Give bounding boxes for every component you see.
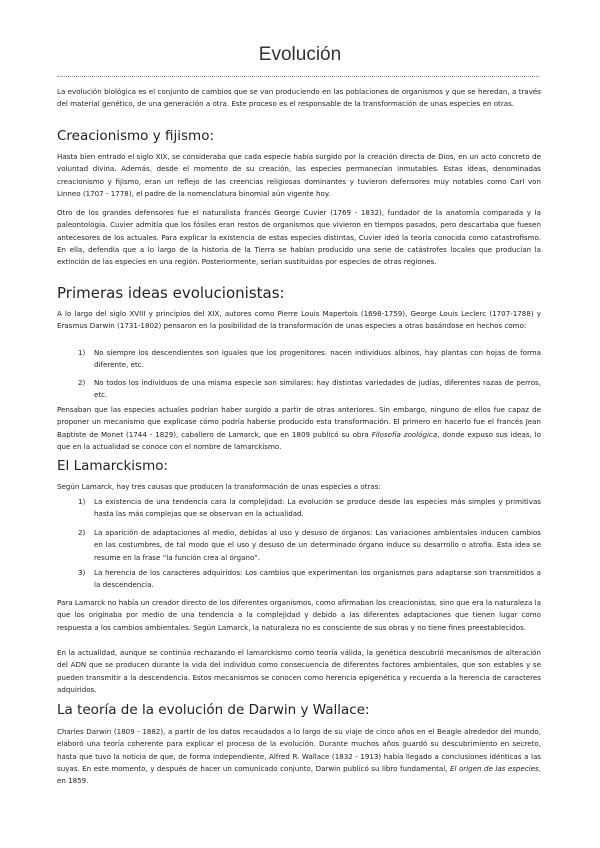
lamarckismo-paragraph-1: Según Lamarck, hay tres causas que producen la transformación de unas especies a otras: <box>57 482 381 491</box>
primeras-paragraph-2-start: Pensaban que las especies actuales podrían haber surgido a partir de otras anteriores. Sin embargo, ninguno de ellos fue capaz de proponer un mecanismo que explicase cómo podría haberse producido esta transformación. El primero en hacerlo fue el francés Jean Baptiste de Monet (1744 - 1829), caballero de Lamarck, que en 1809 publicó su obra <box>57 405 541 439</box>
book-title-origen: El origen de las especies <box>449 763 539 773</box>
list-item-text: La aparición de adaptaciones al medio, debidas al uso y desuso de órganos: Las variaciones ambientales inducen cambios en las costumbres, de tal modo que el uso y desuso de un determinado órgano induce su desarrollo o atrofia. Esta idea se resume en la frase “la función crea al órgano”. <box>94 528 541 562</box>
list-item-text: No todos los individuos de una misma especie son similares: hay distintas variedades de judías, diferentes razas de perros, etc. <box>94 378 541 400</box>
darwin-paragraph-start: Charles Darwin (1809 - 1882), a partir de los datos recaudados a lo largo de su viaje de cinco años en el Beagle alrededor del mundo, elaboró una teoría coherente para explicar el proceso de la evolución. Durante muchos años guardó su descubrimiento en secreto, hasta que tuvo la noticia de que, de forma independiente, Alfred R. Wallace (1832 - 1913) había llegado a conclusiones idénticas a las suyas. En este momento, y después de hacer un comunicado conjunto, Darwin publicó su libro fundamental, <box>57 727 541 773</box>
list-item <box>78 377 541 402</box>
lamarckismo-paragraph-3: En la actualidad, aunque se continúa rechazando el lamarckismo como teoría válida, la genética descubrió mecanismos de alteración del ADN que se producen durante la vida del individuo como consecuencia de diferentes factores ambientales, que son estables y se pueden transmitir a la descendencia. Estos mecanismos se conocen como herencia epigenética y recuerda a la herencia de caracteres adquiridos. <box>57 648 541 694</box>
page-title: Evolución <box>258 44 342 65</box>
list-item <box>78 527 541 564</box>
list-item-number: 3) <box>78 568 86 577</box>
list-item-number: 2) <box>78 378 86 387</box>
list-item <box>78 567 541 592</box>
darwin-paragraph-1 <box>57 726 541 787</box>
primeras-paragraph-2-end: , donde expuso sus ideas, lo que en la actualidad se conoce con el nombre de lamarckismo. <box>57 429 541 451</box>
lamarckismo-paragraph-2: Para Lamarck no había un creador directo de los diferentes organismos, como afirmaban los creacionistas, sino que era la naturaleza la que los originaba por medio de una tendencia a la complejidad y debido a las diferentes adaptaciones que tienen lugar como respuesta a los cambios ambientales. Según Lamarck, la naturaleza no es consciente de sus obras y no tiene fines preestablecidos. <box>57 598 541 632</box>
primeras-paragraph-2 <box>57 404 541 453</box>
title-divider <box>57 76 539 77</box>
heading-darwin-wallace: La teoría de la evolución de Darwin y Wallace: <box>57 702 370 718</box>
creacionismo-paragraph-1: Hasta bien entrado el siglo XIX, se consideraba que cada especie había surgido por la creación directa de Dios, en un acto concreto de voluntad divina. Además, desde el momento de su creación, las especies permanecían inmutables. Estas ideas, denominadas creacionismo y fijismo, eran un reflejo de las creencias religiosas dominantes y tuvieron defensores muy notables como Carl von Linneo (1707 - 1778), el padre de la nomenclatura binomial aún vigente hoy. <box>57 152 541 198</box>
list-item-number: 1) <box>78 348 86 357</box>
darwin-paragraph-end: , en 1859. <box>57 763 541 786</box>
list-item-number: 1) <box>78 497 86 506</box>
intro-paragraph: La evolución biológica es el conjunto de cambios que se van produciendo en las poblaciones de organismos y que se heredan, a través del material genético, de una generación a otra. Este proceso es el responsable de la transformación de unas especies en otras. <box>57 87 541 109</box>
heading-creacionismo: Creacionismo y fijismo: <box>57 128 215 144</box>
list-item-text: La existencia de una tendencia cara la complejidad: La evolución se produce desde las especies más simples y primitivas hasta las más complejas que se observan en la actualidad. <box>94 497 541 519</box>
list-item-text: No siempre los descendientes son iguales que los progenitores: nacen individuos albinos, hay plantas con hojas de forma diferente, etc. <box>94 348 541 370</box>
primeras-paragraph-1: A lo largo del siglo XVIII y principios del XIX, autores como Pierre Louis Mapertois (1698-1759), George Louis Leclerc (1707-1788) y Erasmus Darwin (1731-1802) pensaron en la posibilidad de la transformación de unas especies a otras basándose en hechos como: <box>57 309 541 331</box>
list-item <box>78 496 541 521</box>
creacionismo-paragraph-2: Otro de los grandes defensores fue el naturalista francés George Cuvier (1769 - 1832), fundador de la anatomía comparada y la paleontología. Cuvier admitía que los fósiles eran restos de organismos que vivieron en tiempos pasados, pero descartaba que fuesen antecesores de los actuales. Para explicar la existencia de estas especies distintas, Cuvier ideó la teoría conocida como catastrofismo. En ella, defendía que a lo largo de la historia de la Tierra se habían producido una serie de catástrofes locales que producían la extinción de las especies en una región. Posteriormente, serían sustituidas por especies de otras regiones. <box>57 208 541 267</box>
heading-primeras-ideas: Primeras ideas evolucionistas: <box>57 284 285 302</box>
list-item-text: La herencia de los caracteres adquiridos: Los cambios que experimentan los organismos para adaptarse son transmitidos a la descendencia. <box>94 568 541 590</box>
list-item-number: 2) <box>78 528 86 537</box>
heading-lamarckismo: El Lamarckismo: <box>57 458 169 474</box>
list-item <box>78 347 541 372</box>
book-title-filosofia: Filosofía zoológica <box>371 429 438 439</box>
